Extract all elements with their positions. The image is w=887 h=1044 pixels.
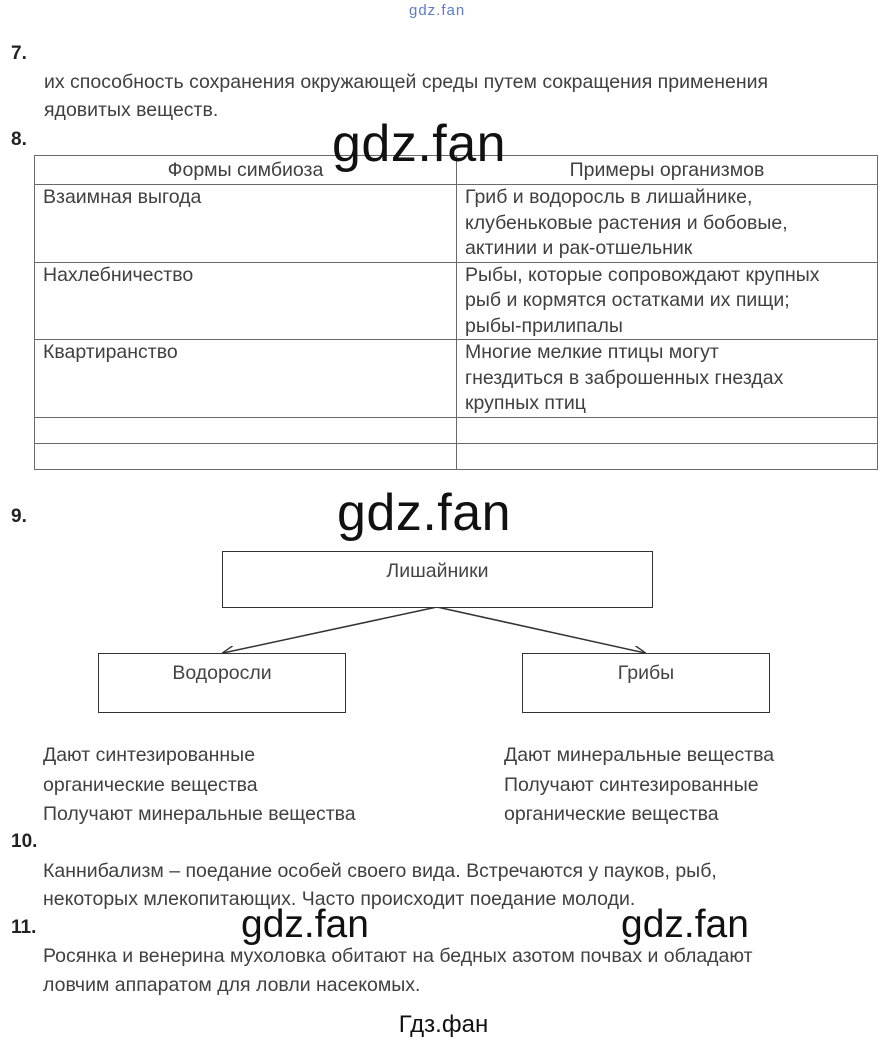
example-line: крупных птиц xyxy=(465,392,586,414)
question-9-number: 9. xyxy=(11,506,27,527)
diagram-root-label: Лишайники xyxy=(386,560,489,582)
watermark-footer: Гдз.фан xyxy=(398,1011,489,1038)
example-line: Рыбы, которые сопровождают крупных xyxy=(465,263,820,286)
table-header-forms: Формы симбиоза xyxy=(35,156,457,185)
algae-line: Дают синтезированные xyxy=(43,744,256,766)
question-10-line-1: Каннибализм – поедание особей своего вида. Встречаются у пауков, рыб, xyxy=(43,860,717,882)
question-8-number: 8. xyxy=(11,129,27,150)
example-line: Гриб и водоросль в лишайнике, xyxy=(465,186,753,208)
question-11-line-2: ловчим аппаратом для ловли насекомых. xyxy=(43,974,421,996)
table-cell-form: Взаимная выгода xyxy=(35,185,457,263)
fungi-line: органические вещества xyxy=(504,803,719,825)
question-10-number: 10. xyxy=(11,831,38,852)
diagram-algae-box xyxy=(98,653,346,713)
algae-line: Получают минеральные вещества xyxy=(43,803,356,825)
fungi-line: Дают минеральные вещества xyxy=(504,744,775,766)
question-10-line-2: некоторых млекопитающих. Часто происходит поедание молоди. xyxy=(43,888,636,910)
watermark-bottom-left: gdz.fan xyxy=(241,903,369,946)
watermark-top: gdz.fan xyxy=(409,2,466,19)
question-7-line-2: ядовитых веществ. xyxy=(44,99,219,121)
arrow-to-algae xyxy=(223,607,437,653)
diagram-root-box xyxy=(222,551,653,608)
algae-description xyxy=(43,741,356,830)
example-line: рыбы-прилипалы xyxy=(465,314,623,337)
question-7-line-1: их способность сохранения окружающей среды путем сокращения применения xyxy=(44,71,769,93)
example-line: актинии и рак-отшельник xyxy=(465,237,693,259)
fungi-line: Получают синтезированные xyxy=(504,773,759,796)
watermark-bottom-right: gdz.fan xyxy=(621,903,749,946)
example-line: гнездиться в заброшенных гнездах xyxy=(465,366,784,389)
table-header-examples: Примеры организмов xyxy=(457,156,878,185)
watermark-main-2: gdz.fan xyxy=(337,484,512,542)
diagram-fungi-box xyxy=(522,653,770,713)
diagram-fungi-label: Грибы xyxy=(617,662,675,684)
diagram-algae-label: Водоросли xyxy=(172,662,272,684)
question-11-line-1: Росянка и венерина мухоловка обитают на бедных азотом почвах и обладают xyxy=(43,945,753,967)
fungi-description xyxy=(504,741,774,830)
algae-line: органические вещества xyxy=(43,773,258,796)
watermark-main: gdz.fan xyxy=(332,115,507,173)
question-11-number: 11. xyxy=(11,917,37,938)
arrow-to-fungi xyxy=(437,607,645,653)
table-cell-form: Квартиранство xyxy=(35,340,457,418)
example-line: Многие мелкие птицы могут xyxy=(465,341,719,363)
example-line: рыб и кормятся остатками их пищи; xyxy=(465,289,790,311)
example-line: клубеньковые растения и бобовые, xyxy=(465,211,788,234)
question-7-number: 7. xyxy=(11,43,27,64)
table-cell-form: Нахлебничество xyxy=(35,262,457,340)
